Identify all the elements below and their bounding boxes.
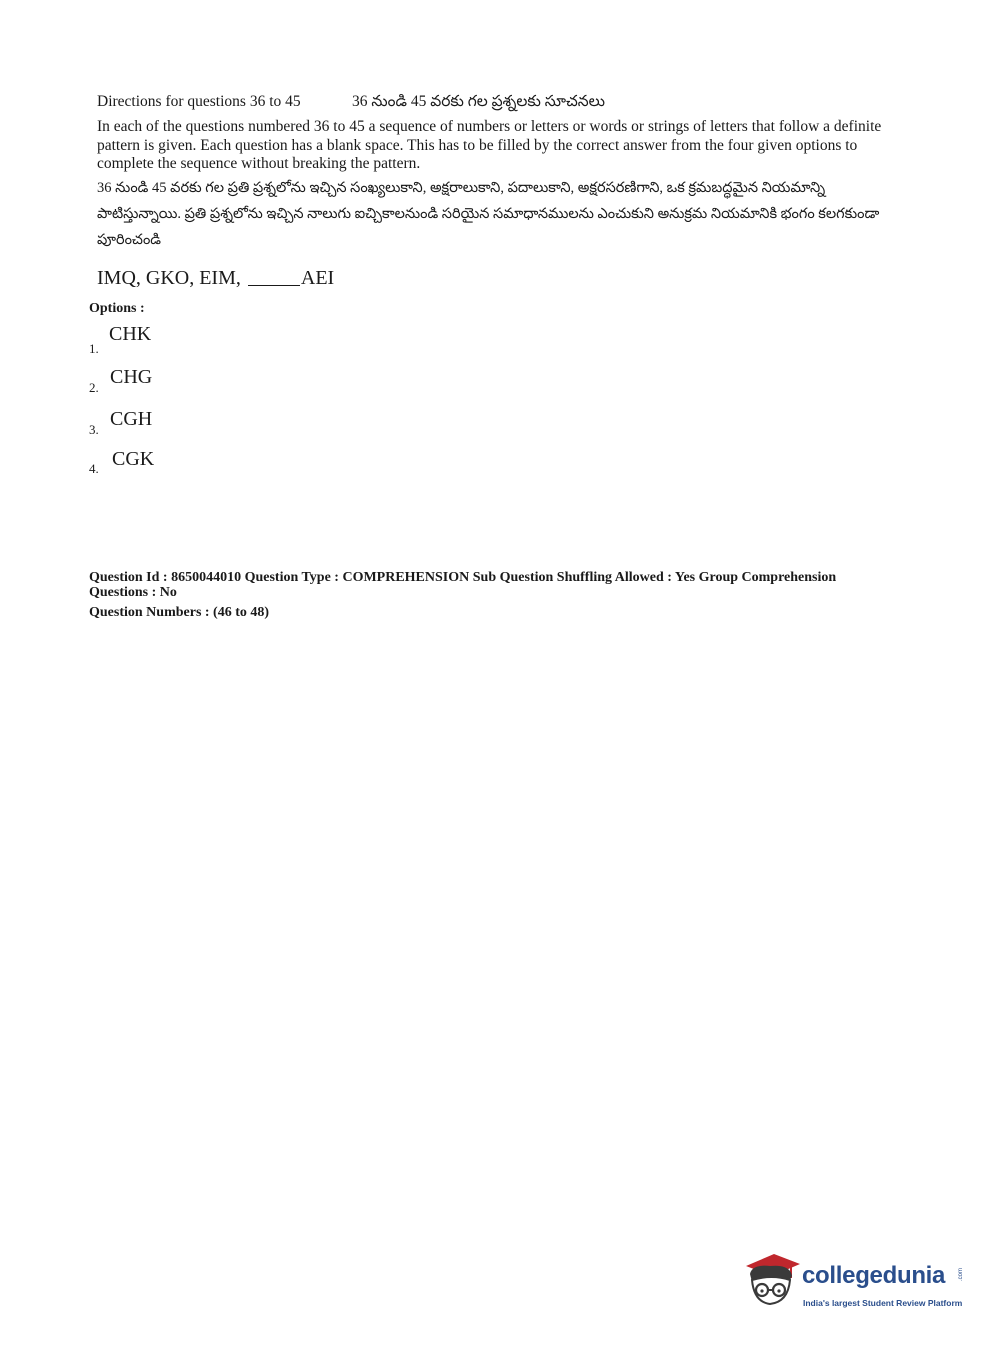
directions-text-english: In each of the questions numbered 36 to 45 a sequence of numbers or letters or words or strings of letters that follow a definite pattern is given. Each question has a blank space. This has to be filled by the correct answer from the four given options to complete the sequence without breaking the pattern. [97, 118, 882, 172]
question-suffix: AEI [300, 267, 335, 289]
logo-tld: .com [958, 1268, 964, 1282]
logo-tagline: India's largest Student Review Platform [803, 1298, 963, 1308]
option-2-text: CHG [110, 366, 153, 388]
options-label: Options : [89, 301, 145, 316]
logo-wordmark: collegedunia [802, 1262, 946, 1289]
directions-heading-english: Directions for questions 36 to 45 [97, 93, 301, 110]
answer-blank [248, 265, 300, 286]
option-2-number: 2. [89, 380, 99, 395]
option-4-text: CGK [112, 448, 155, 470]
option-1-text: CHK [109, 323, 152, 345]
directions-text-telugu: 36 నుండి 45 వరకు గల ప్రతి ప్రశ్నలోను ఇచ్చిన సంఖ్యలుకాని, అక్షరాలుకాని, పదాలుకాని, అక్షరసరణిగాని, ఒక క్రమబద్ధమైన నియమాన్ని పాటిస్తున్నాయి. ప్రతి ప్రశ్నలోను ఇచ్చిన నాలుగు ఐచ్చికాలనుండి సరియైన సమాధానములను ఎంచుకుని అనుక్రమ నియమానికి భంగం కలగకుండా పూరించండి [97, 180, 880, 248]
question-meta-line: Question Id : 8650044010 Question Type : COMPREHENSION Sub Question Shuffling Allowed : Yes Group Comprehension Questions : No [89, 570, 837, 600]
option-1-number: 1. [89, 341, 99, 356]
question-sequence [97, 263, 334, 290]
directions-heading-telugu: 36 నుండి 45 వరకు గల ప్రశ్నలకు సూచనలు [352, 93, 605, 110]
option-3-number: 3. [89, 422, 99, 437]
question-numbers-line: Question Numbers : (46 to 48) [89, 605, 270, 620]
option-3-text: CGH [110, 408, 153, 430]
question-prefix: IMQ, GKO, EIM, [97, 267, 241, 289]
option-4-number: 4. [89, 461, 99, 476]
